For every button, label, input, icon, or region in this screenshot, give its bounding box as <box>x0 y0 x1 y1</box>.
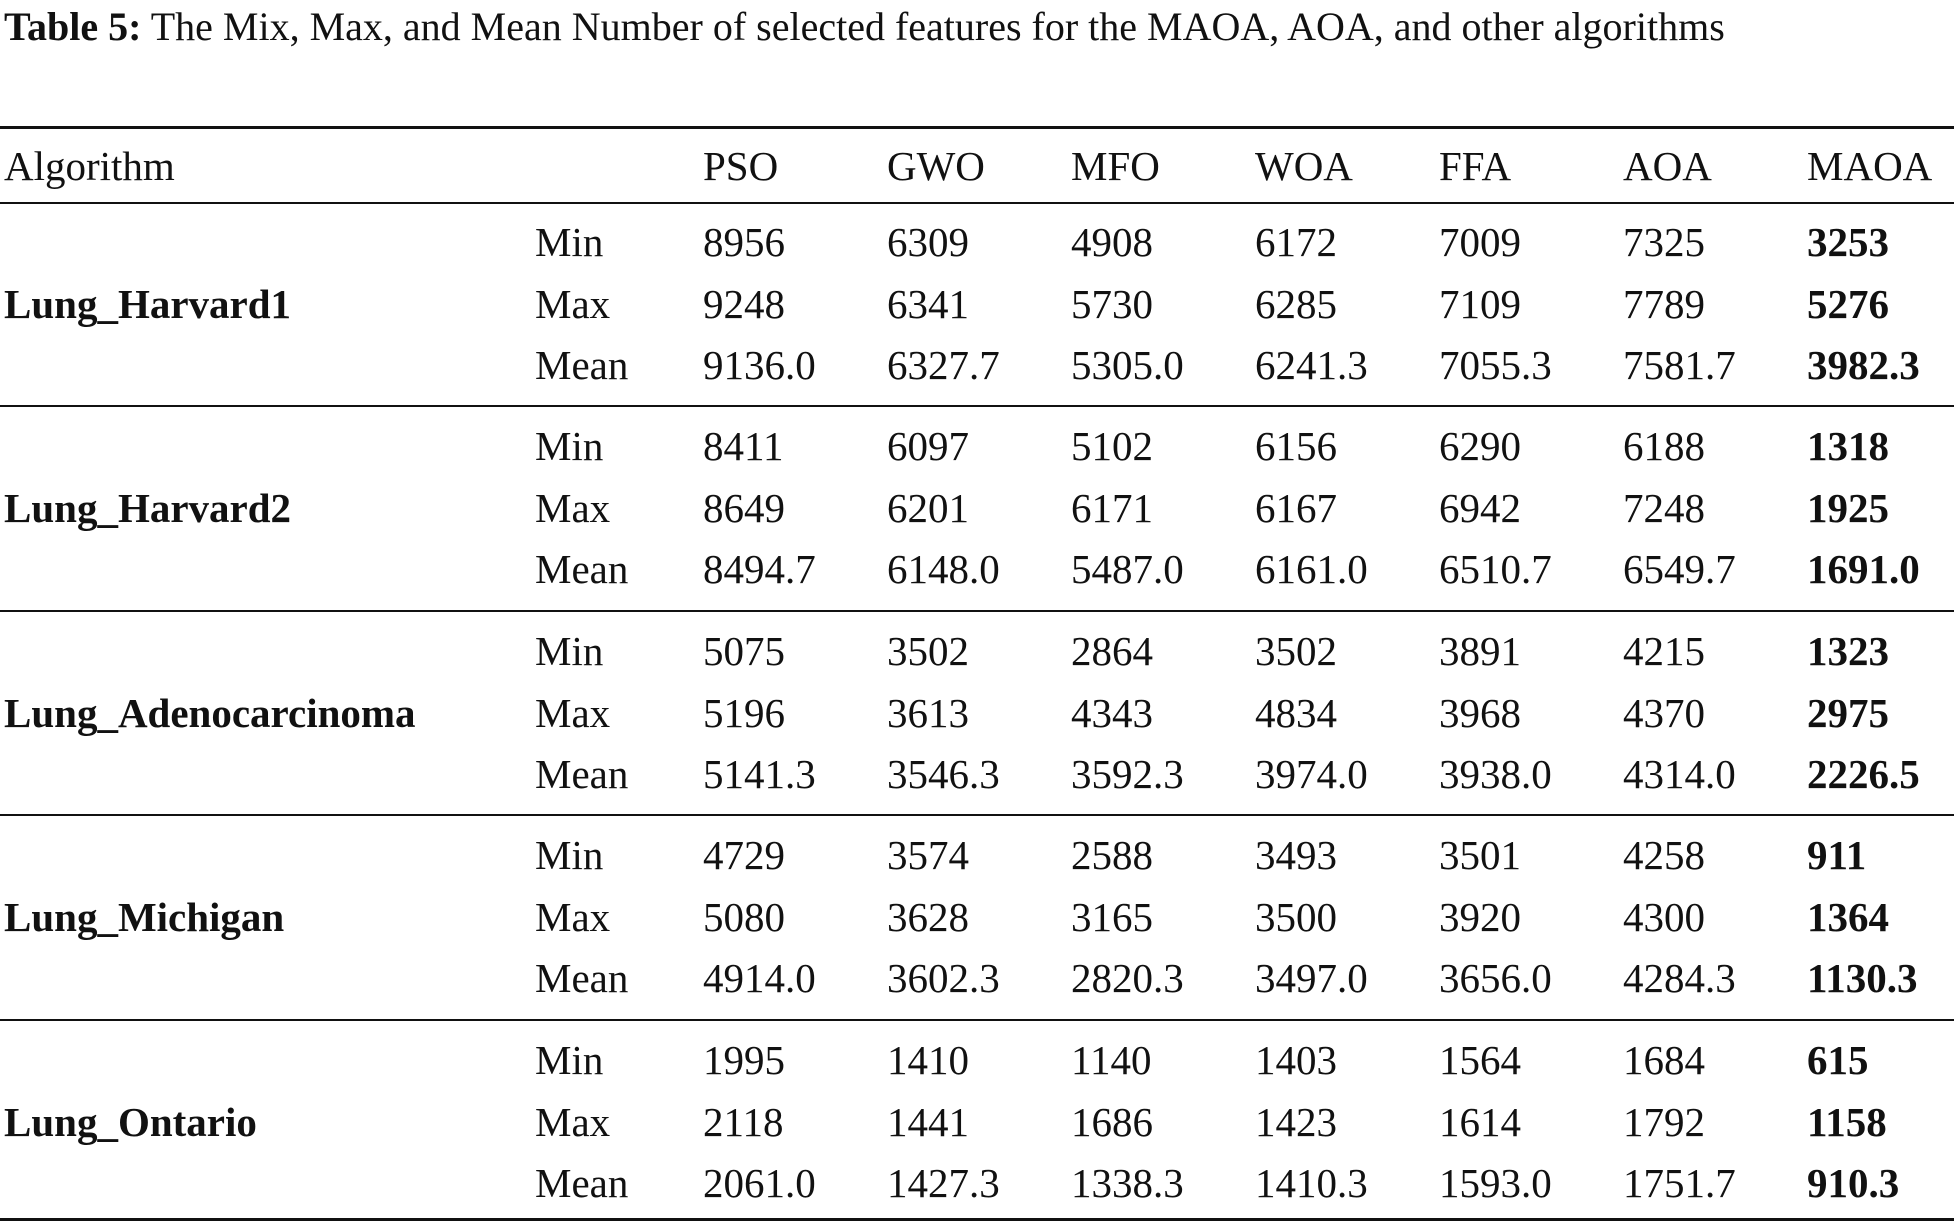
dataset-label: Lung_Ontario <box>4 1099 257 1145</box>
value-cell: 5102 <box>1071 423 1153 469</box>
value-cell: 1410 <box>887 1037 969 1083</box>
value-cell: 9248 <box>703 281 785 327</box>
value-cell: 1423 <box>1255 1099 1337 1145</box>
stat-label: Min <box>535 423 604 469</box>
value-cell: 5141.3 <box>703 751 816 797</box>
value-cell: 4215 <box>1623 628 1705 674</box>
value-cell: 1684 <box>1623 1037 1705 1083</box>
value-cell: 7009 <box>1439 219 1521 265</box>
value-cell: 6549.7 <box>1623 546 1736 592</box>
value-cell: 8649 <box>703 485 785 531</box>
value-cell: 8494.7 <box>703 546 816 592</box>
value-cell: 1140 <box>1071 1037 1152 1083</box>
group-rule-4 <box>0 1019 1954 1021</box>
value-cell: 2061.0 <box>703 1160 816 1206</box>
value-cell: 8411 <box>703 423 784 469</box>
value-cell: 7325 <box>1623 219 1705 265</box>
value-cell: 5487.0 <box>1071 546 1184 592</box>
stat-label: Min <box>535 219 604 265</box>
stat-label: Mean <box>535 955 629 1001</box>
value-cell: 1614 <box>1439 1099 1521 1145</box>
best-value-cell: 1318 <box>1807 423 1889 469</box>
value-cell: 3613 <box>887 690 969 736</box>
value-cell: 6167 <box>1255 485 1337 531</box>
value-cell: 4284.3 <box>1623 955 1736 1001</box>
header-col-mfo: MFO <box>1071 143 1160 189</box>
value-cell: 6172 <box>1255 219 1337 265</box>
value-cell: 3493 <box>1255 832 1337 878</box>
value-cell: 4258 <box>1623 832 1705 878</box>
stat-label: Max <box>535 1099 611 1145</box>
value-cell: 6156 <box>1255 423 1337 469</box>
stat-label: Min <box>535 832 604 878</box>
value-cell: 4914.0 <box>703 955 816 1001</box>
stat-label: Max <box>535 281 611 327</box>
value-cell: 1593.0 <box>1439 1160 1552 1206</box>
value-cell: 3938.0 <box>1439 751 1552 797</box>
value-cell: 1792 <box>1623 1099 1705 1145</box>
value-cell: 5080 <box>703 894 785 940</box>
group-rule-1 <box>0 405 1954 407</box>
value-cell: 6148.0 <box>887 546 1000 592</box>
dataset-label: Lung_Harvard2 <box>4 485 292 531</box>
value-cell: 6327.7 <box>887 342 1000 388</box>
value-cell: 6201 <box>887 485 969 531</box>
value-cell: 6285 <box>1255 281 1337 327</box>
value-cell: 2820.3 <box>1071 955 1184 1001</box>
stat-label: Max <box>535 485 611 531</box>
value-cell: 6241.3 <box>1255 342 1368 388</box>
header-col-aoa: AOA <box>1623 143 1712 189</box>
table-caption-label: Table 5: <box>4 4 142 49</box>
value-cell: 3574 <box>887 832 969 878</box>
group-rule-2 <box>0 610 1954 612</box>
table-caption <box>4 0 1950 54</box>
value-cell: 6161.0 <box>1255 546 1368 592</box>
value-cell: 4370 <box>1623 690 1705 736</box>
value-cell: 6188 <box>1623 423 1705 469</box>
value-cell: 3891 <box>1439 628 1521 674</box>
value-cell: 3592.3 <box>1071 751 1184 797</box>
value-cell: 1427.3 <box>887 1160 1000 1206</box>
header-col-ffa: FFA <box>1439 143 1512 189</box>
header-rule <box>0 202 1954 204</box>
value-cell: 3968 <box>1439 690 1521 736</box>
value-cell: 7055.3 <box>1439 342 1552 388</box>
header-algorithm: Algorithm <box>4 143 175 189</box>
header-col-pso: PSO <box>703 143 779 189</box>
dataset-label: Lung_Adenocarcinoma <box>4 690 416 736</box>
value-cell: 3500 <box>1255 894 1337 940</box>
stat-label: Max <box>535 894 611 940</box>
value-cell: 1441 <box>887 1099 969 1145</box>
value-cell: 1564 <box>1439 1037 1521 1083</box>
group-rule-3 <box>0 814 1954 816</box>
value-cell: 6290 <box>1439 423 1521 469</box>
value-cell: 9136.0 <box>703 342 816 388</box>
value-cell: 3165 <box>1071 894 1153 940</box>
header-col-gwo: GWO <box>887 143 985 189</box>
value-cell: 3546.3 <box>887 751 1000 797</box>
stat-label: Mean <box>535 546 629 592</box>
best-value-cell: 1130.3 <box>1807 955 1918 1001</box>
value-cell: 2588 <box>1071 832 1153 878</box>
value-cell: 7248 <box>1623 485 1705 531</box>
value-cell: 1751.7 <box>1623 1160 1736 1206</box>
stat-label: Max <box>535 690 611 736</box>
best-value-cell: 1158 <box>1807 1099 1887 1145</box>
bottom-rule <box>0 1218 1954 1221</box>
value-cell: 3602.3 <box>887 955 1000 1001</box>
value-cell: 3497.0 <box>1255 955 1368 1001</box>
value-cell: 3920 <box>1439 894 1521 940</box>
value-cell: 6309 <box>887 219 969 265</box>
value-cell: 4300 <box>1623 894 1705 940</box>
best-value-cell: 2226.5 <box>1807 751 1920 797</box>
header-col-woa: WOA <box>1255 143 1353 189</box>
stat-label: Min <box>535 628 604 674</box>
stat-label: Min <box>535 1037 604 1083</box>
dataset-label: Lung_Michigan <box>4 894 285 940</box>
value-cell: 1403 <box>1255 1037 1337 1083</box>
best-value-cell: 911 <box>1807 832 1867 878</box>
best-value-cell: 615 <box>1807 1037 1869 1083</box>
dataset-label: Lung_Harvard1 <box>4 281 292 327</box>
value-cell: 1338.3 <box>1071 1160 1184 1206</box>
value-cell: 6171 <box>1071 485 1153 531</box>
value-cell: 3502 <box>1255 628 1337 674</box>
value-cell: 5075 <box>703 628 785 674</box>
value-cell: 1410.3 <box>1255 1160 1368 1206</box>
header-col-maoa: MAOA <box>1807 143 1933 189</box>
value-cell: 4908 <box>1071 219 1153 265</box>
value-cell: 1995 <box>703 1037 785 1083</box>
best-value-cell: 1691.0 <box>1807 546 1920 592</box>
value-cell: 5305.0 <box>1071 342 1184 388</box>
value-cell: 4343 <box>1071 690 1153 736</box>
best-value-cell: 3253 <box>1807 219 1889 265</box>
value-cell: 3656.0 <box>1439 955 1552 1001</box>
value-cell: 3628 <box>887 894 969 940</box>
best-value-cell: 1323 <box>1807 628 1889 674</box>
value-cell: 7789 <box>1623 281 1705 327</box>
value-cell: 5196 <box>703 690 785 736</box>
value-cell: 4834 <box>1255 690 1337 736</box>
best-value-cell: 2975 <box>1807 690 1889 736</box>
value-cell: 6942 <box>1439 485 1521 531</box>
value-cell: 6341 <box>887 281 969 327</box>
best-value-cell: 1364 <box>1807 894 1889 940</box>
value-cell: 2864 <box>1071 628 1153 674</box>
value-cell: 8956 <box>703 219 785 265</box>
value-cell: 1686 <box>1071 1099 1153 1145</box>
table-caption-text: The Mix, Max, and Mean Number of selected features for the MAOA, AOA, and other algorithms <box>150 4 1725 49</box>
value-cell: 4729 <box>703 832 785 878</box>
best-value-cell: 1925 <box>1807 485 1889 531</box>
best-value-cell: 3982.3 <box>1807 342 1920 388</box>
value-cell: 7109 <box>1439 281 1521 327</box>
best-value-cell: 5276 <box>1807 281 1889 327</box>
stat-label: Mean <box>535 342 629 388</box>
top-rule <box>0 126 1954 129</box>
value-cell: 3974.0 <box>1255 751 1368 797</box>
value-cell: 5730 <box>1071 281 1153 327</box>
value-cell: 6097 <box>887 423 969 469</box>
value-cell: 4314.0 <box>1623 751 1736 797</box>
stat-label: Mean <box>535 1160 629 1206</box>
value-cell: 6510.7 <box>1439 546 1552 592</box>
stat-label: Mean <box>535 751 629 797</box>
best-value-cell: 910.3 <box>1807 1160 1900 1206</box>
value-cell: 3502 <box>887 628 969 674</box>
value-cell: 2118 <box>703 1099 784 1145</box>
value-cell: 7581.7 <box>1623 342 1736 388</box>
value-cell: 3501 <box>1439 832 1521 878</box>
